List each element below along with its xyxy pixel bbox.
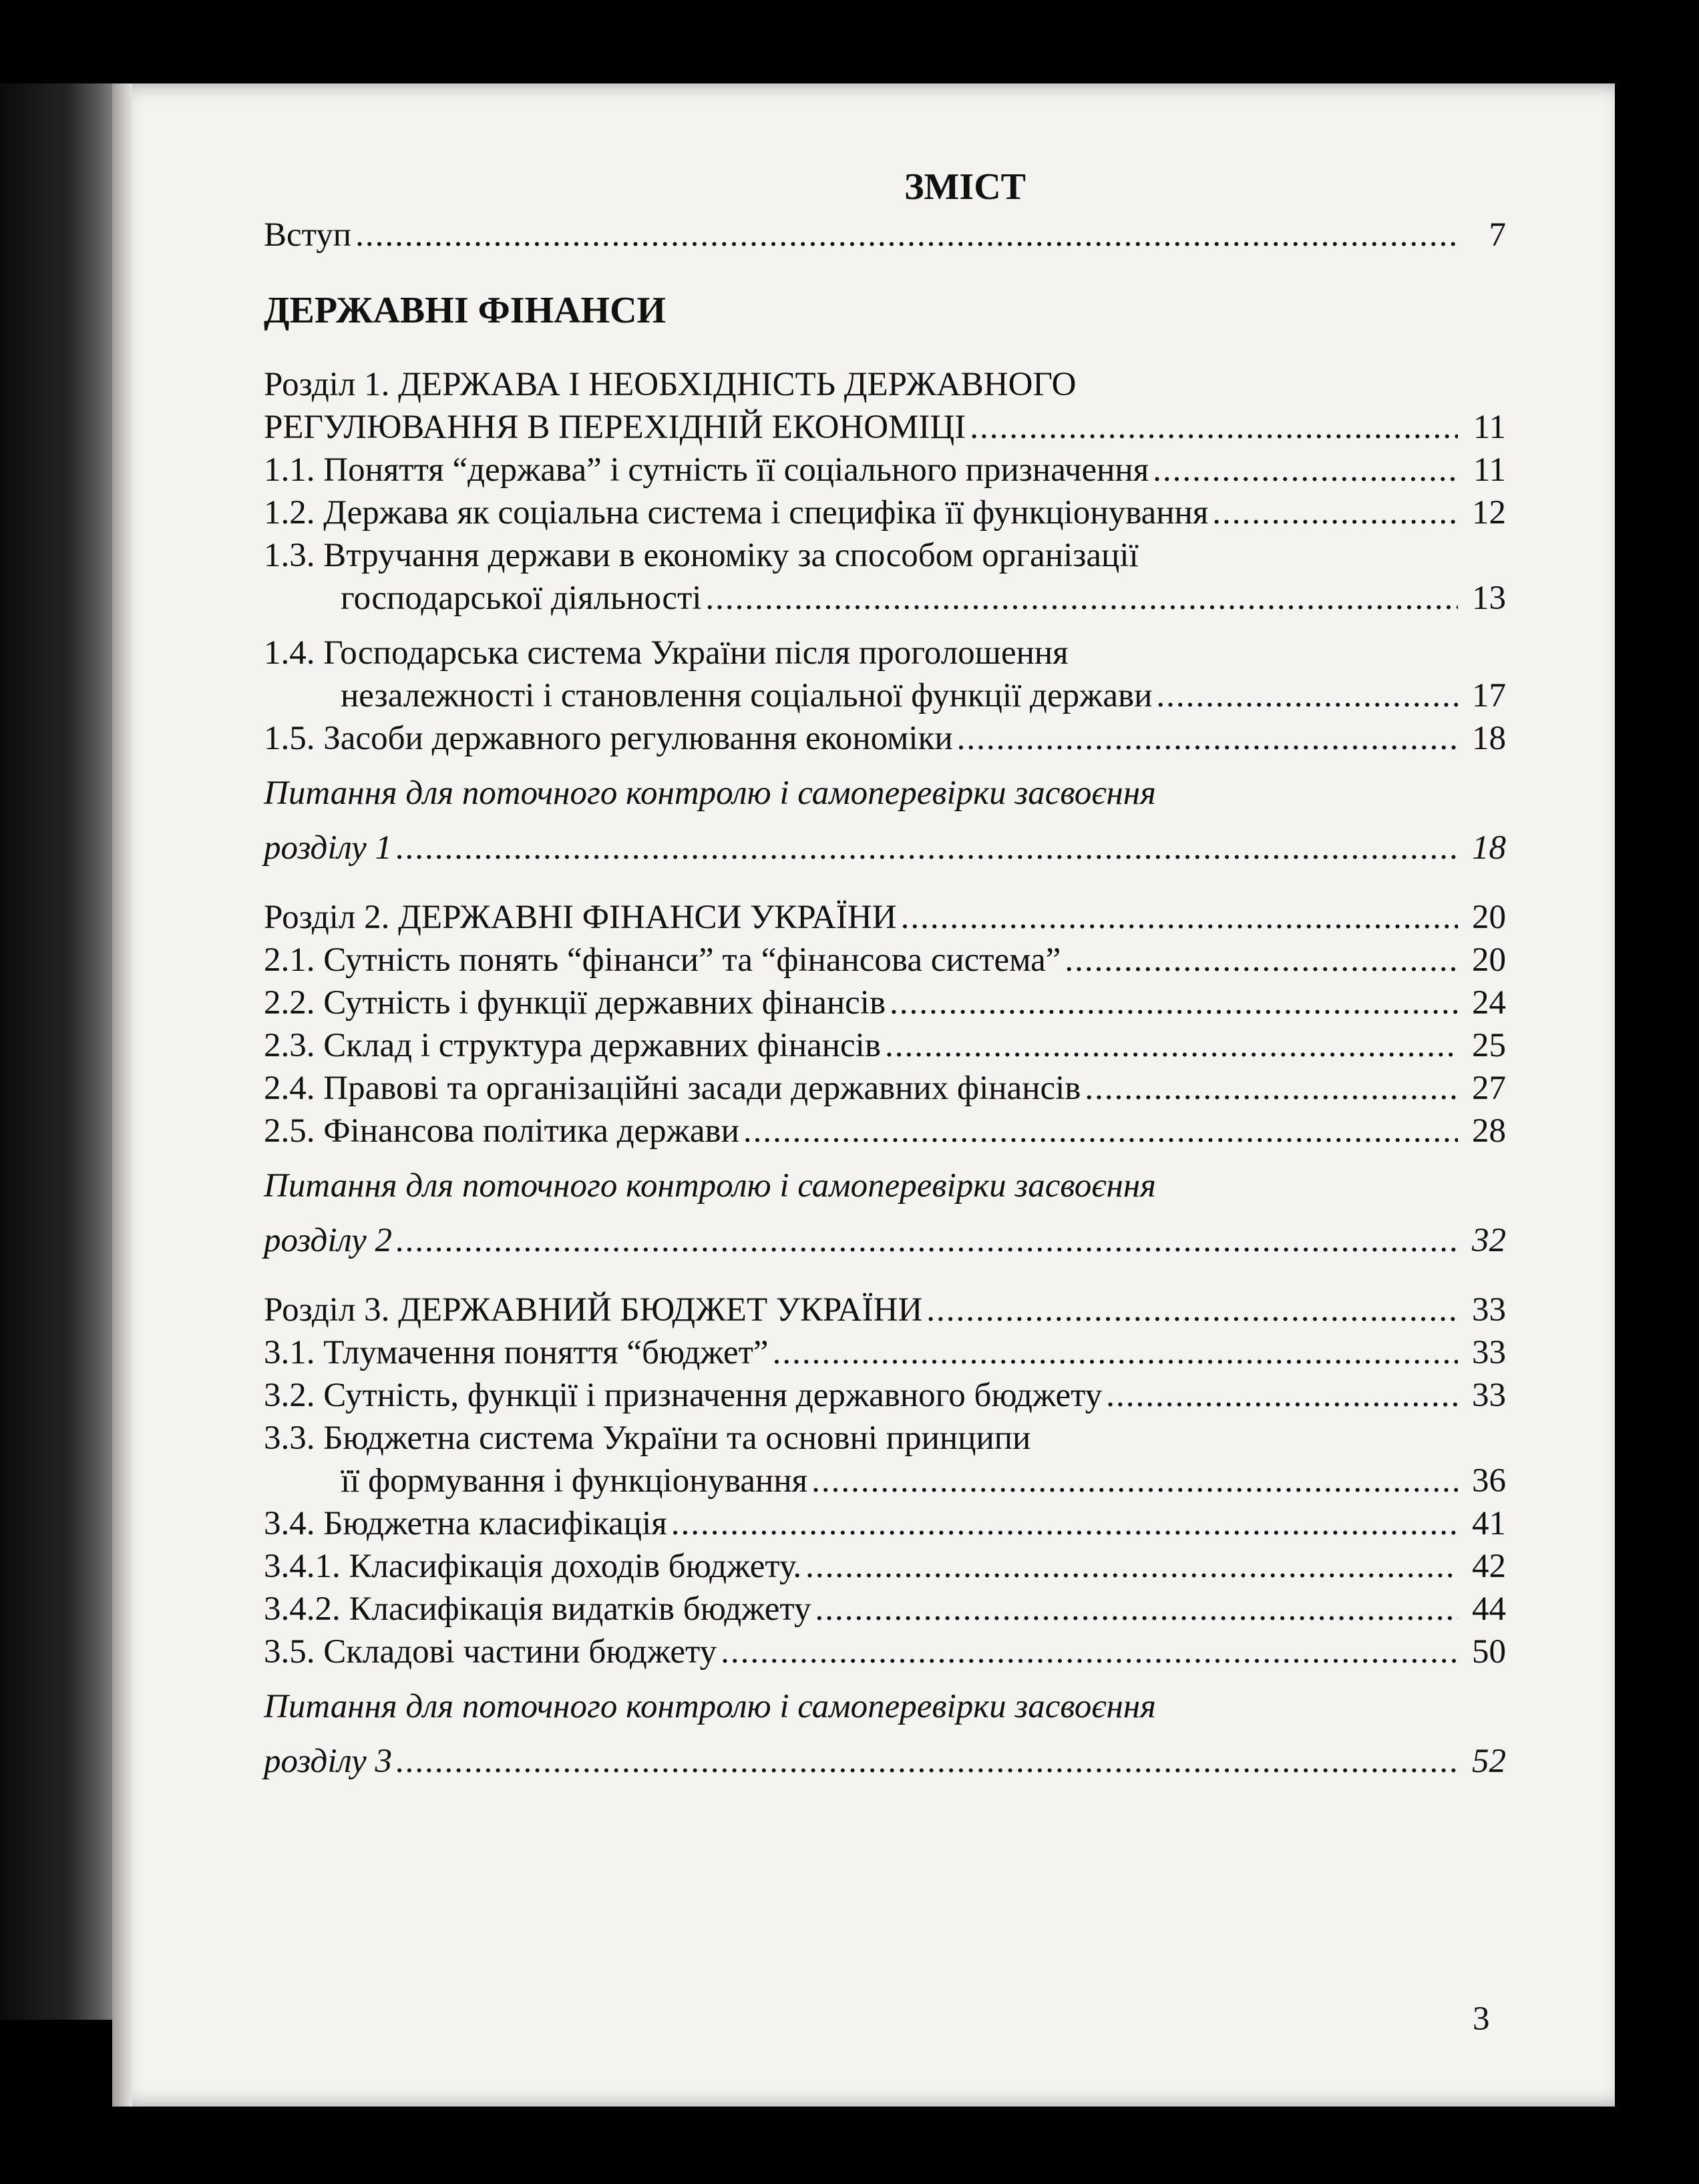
questions-1-line1: Питання для поточного контролю і самоперевірки засвоєння (264, 775, 1156, 812)
toc-entry-3-3-line1: 3.3. Бюджетна система України та основні принципи (264, 1419, 1031, 1457)
questions-2-line1: Питання для поточного контролю і самоперевірки засвоєння (264, 1167, 1156, 1205)
toc-entry-1-4-line1: 1.4. Господарська система України після проголошення (264, 634, 1069, 672)
chapter3-title: Розділ 3. ДЕРЖАВНИЙ БЮДЖЕТ УКРАЇНИ ..... 33 (264, 1289, 1506, 1331)
toc-entry-2-2: 2.2. Сутність і функції державних фінансів ..... 24 (264, 981, 1506, 1024)
questions-1-line2: розділу 1 ..... 18 (264, 827, 1506, 869)
toc-entry-3-4-1: 3.4.1. Класифікація доходів бюджету. ..... 42 (264, 1545, 1506, 1588)
chapter2-title: Розділ 2. ДЕРЖАВНІ ФІНАНСИ УКРАЇНИ ..... 20 (264, 896, 1506, 939)
page-number: 3 (1473, 2000, 1490, 2038)
toc-title: ЗМІСТ (904, 166, 1026, 208)
toc-entry-1-3-line1: 1.3. Втручання держави в економіку за способом організації (264, 537, 1139, 574)
questions-2-line2: розділу 2 ..... 32 (264, 1219, 1506, 1262)
toc-entry-1-4-line2: незалежності і становлення соціальної функції держави ..... 17 (264, 674, 1506, 717)
questions-3-line2: розділу 3 ..... 52 (264, 1740, 1506, 1783)
toc-entry-2-3: 2.3. Склад і структура державних фінансів ..... 25 (264, 1024, 1506, 1067)
toc-entry-1-5: 1.5. Засоби державного регулювання економіки ..... 18 (264, 717, 1506, 760)
toc-entry-2-1: 2.1. Сутність понять “фінанси” та “фінансова система” ..... 20 (264, 939, 1506, 981)
toc-entry-3-1: 3.1. Тлумачення поняття “бюджет” ..... 33 (264, 1331, 1506, 1374)
toc-entry-2-5: 2.5. Фінансова політика держави ..... 28 (264, 1110, 1506, 1152)
toc-entry-3-4: 3.4. Бюджетна класифікація ..... 41 (264, 1502, 1506, 1545)
toc-entry-2-4: 2.4. Правові та організаційні засади державних фінансів ..... 27 (264, 1067, 1506, 1110)
page-binding-edge (112, 83, 132, 2107)
table-of-contents (264, 160, 1506, 1783)
toc-entry-intro: Вступ ..... 7 (264, 214, 1506, 256)
toc-entry-3-4-2: 3.4.2. Класифікація видатків бюджету ..... 44 (264, 1588, 1506, 1630)
chapter1-title-line2: РЕГУЛЮВАННЯ В ПЕРЕХІДНІЙ ЕКОНОМІЦІ ..... 11 (264, 406, 1506, 449)
toc-entry-3-2: 3.2. Сутність, функції і призначення державного бюджету ..... 33 (264, 1374, 1506, 1417)
scan-background-left (0, 83, 124, 2020)
toc-entry-1-1: 1.1. Поняття “держава” і сутність її соціального призначення ..... 11 (264, 449, 1506, 491)
toc-entry-1-2: 1.2. Держава як соціальна система і специфіка її функціонування ..... 12 (264, 491, 1506, 534)
questions-3-line1: Питання для поточного контролю і самоперевірки засвоєння (264, 1688, 1156, 1725)
toc-entry-3-5: 3.5. Складові частини бюджету ..... 50 (264, 1630, 1506, 1673)
part-title: ДЕРЖАВНІ ФІНАНСИ (264, 290, 667, 331)
toc-entry-3-3-line2: її формування і функціонування ..... 36 (264, 1460, 1506, 1502)
chapter1-title-line1: Розділ 1. ДЕРЖАВА І НЕОБХІДНІСТЬ ДЕРЖАВНОГО (264, 366, 1077, 403)
toc-entry-1-3-line2: господарської діяльності ..... 13 (264, 577, 1506, 620)
